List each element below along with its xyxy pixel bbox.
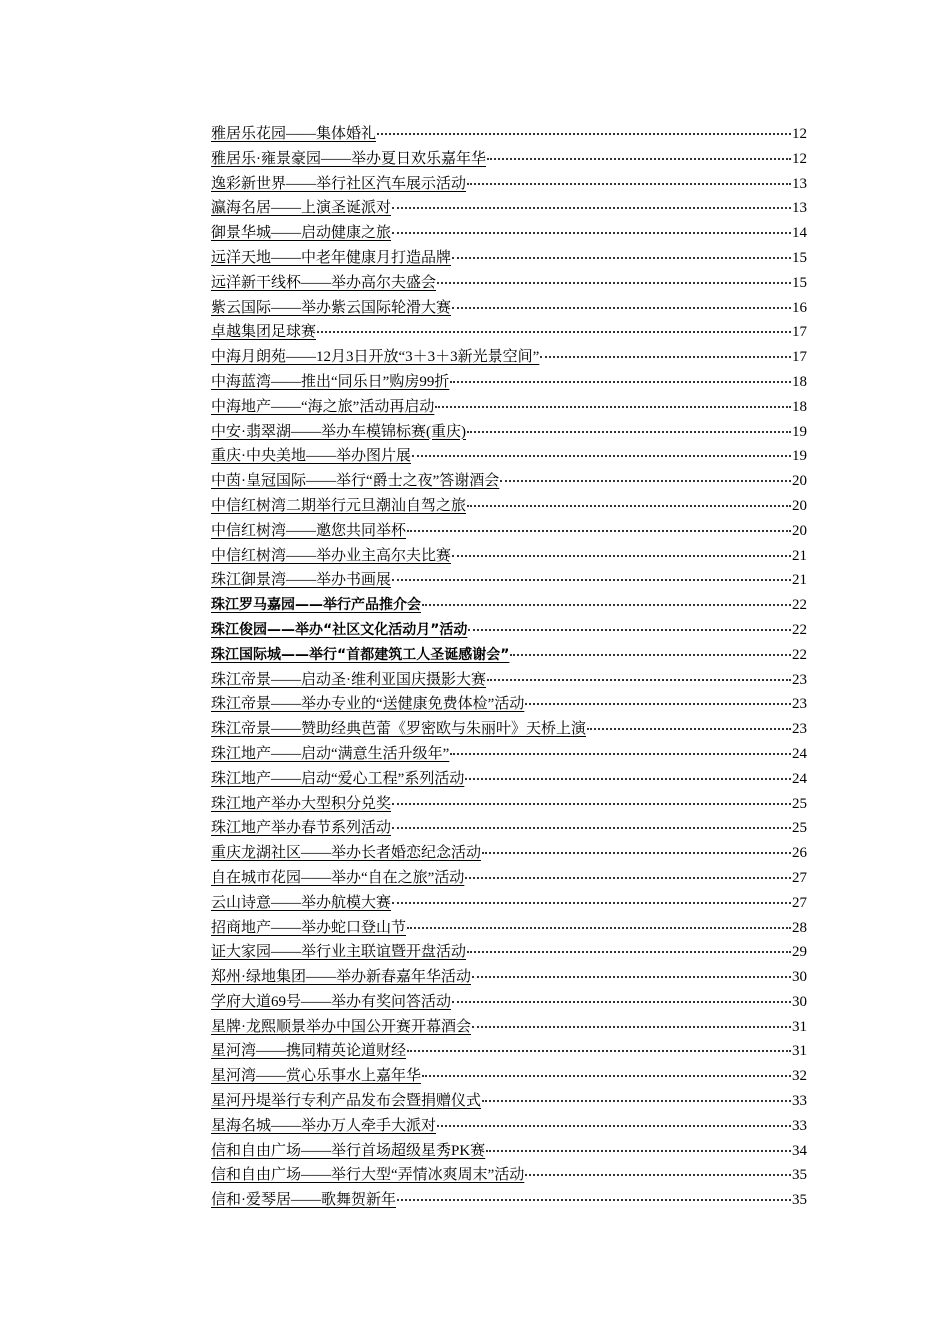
toc-entry-title[interactable]: 逸彩新世界——举行社区汽车展示活动 <box>211 175 467 192</box>
toc-entry-title[interactable]: 信和自由广场——举行首场超级星秀PK赛 <box>211 1142 486 1159</box>
toc-entry-page-number: 24 <box>792 770 807 787</box>
toc-entry-title[interactable]: 星海名城——举办万人牵手大派对 <box>211 1117 437 1134</box>
toc-entry-title[interactable]: 中安·翡翠湖——举办车模锦标赛(重庆) <box>211 423 466 440</box>
toc-dot-leader <box>482 841 791 854</box>
toc-entry-title[interactable]: 珠江帝景——赞助经典芭蕾《罗密欧与朱丽叶》天桥上演 <box>211 721 587 738</box>
toc-entry-page-number: 13 <box>792 200 807 217</box>
toc-entry-page-number: 25 <box>792 820 807 837</box>
toc-entry[interactable] <box>211 1139 807 1164</box>
toc-entry-title[interactable]: 珠江国际城——举行“首都建筑工人圣诞感谢会” <box>211 646 510 663</box>
toc-entry-page-number: 19 <box>792 423 807 440</box>
toc-entry[interactable] <box>211 296 807 321</box>
toc-entry-page-number: 33 <box>792 1117 807 1134</box>
toc-entry[interactable] <box>211 172 807 197</box>
toc-entry-page-number: 31 <box>792 1043 807 1060</box>
toc-dot-leader <box>407 916 791 929</box>
toc-dot-leader <box>452 990 791 1003</box>
toc-entry[interactable] <box>211 916 807 941</box>
toc-entry[interactable] <box>211 990 807 1015</box>
toc-entry-title[interactable]: 珠江地产——启动“满意生活升级年” <box>211 745 450 762</box>
toc-entry[interactable] <box>211 593 807 618</box>
toc-entry[interactable] <box>211 345 807 370</box>
toc-dot-leader <box>486 1139 791 1152</box>
toc-entry-page-number: 29 <box>792 944 807 961</box>
toc-entry-title[interactable]: 学府大道69号——举办有奖问答活动 <box>211 993 452 1010</box>
toc-entry[interactable] <box>211 792 807 817</box>
toc-entry[interactable] <box>211 494 807 519</box>
toc-dot-leader <box>392 792 791 805</box>
toc-entry-page-number: 27 <box>792 894 807 911</box>
toc-entry-page-number: 21 <box>792 547 807 564</box>
toc-entry-title[interactable]: 中海蓝湾——推出“同乐日”购房99折 <box>211 373 450 390</box>
toc-entry-title[interactable]: 远洋新干线杯——举办高尔夫盛会 <box>211 274 437 291</box>
toc-entry-page-number: 13 <box>792 175 807 192</box>
toc-entry[interactable] <box>211 246 807 271</box>
toc-dot-leader <box>422 1064 791 1077</box>
toc-entry-title[interactable]: 信和·爱琴居——歌舞贺新年 <box>211 1192 396 1209</box>
toc-entry[interactable] <box>211 147 807 172</box>
toc-entry-page-number: 28 <box>792 919 807 936</box>
toc-entry-title[interactable]: 珠江帝景——启动圣·维利亚国庆摄影大赛 <box>211 671 486 688</box>
toc-entry-title[interactable]: 招商地产——举办蛇口登山节 <box>211 919 407 936</box>
toc-entry[interactable] <box>211 940 807 965</box>
toc-entry[interactable] <box>211 370 807 395</box>
toc-entry[interactable] <box>211 122 807 147</box>
toc-dot-leader <box>510 643 791 656</box>
toc-entry-title[interactable]: 星河湾——携同精英论道财经 <box>211 1043 407 1060</box>
toc-dot-leader <box>392 816 791 829</box>
toc-entry-page-number: 32 <box>792 1068 807 1085</box>
toc-entry-title[interactable]: 证大家园——举行业主联谊暨开盘活动 <box>211 944 467 961</box>
toc-dot-leader <box>467 940 791 953</box>
toc-entry-title[interactable]: 紫云国际——举办紫云国际轮滑大赛 <box>211 299 452 316</box>
toc-entry-page-number: 24 <box>792 745 807 762</box>
toc-dot-leader <box>392 221 791 234</box>
toc-entry[interactable] <box>211 816 807 841</box>
toc-dot-leader <box>392 196 791 209</box>
toc-entry-title[interactable]: 珠江御景湾——举办书画展 <box>211 572 392 589</box>
toc-entry[interactable] <box>211 1064 807 1089</box>
toc-entry-title[interactable]: 星牌·龙熙顺景举办中国公开赛开幕酒会 <box>211 1018 471 1035</box>
toc-entry-page-number: 14 <box>792 225 807 242</box>
toc-entry[interactable] <box>211 668 807 693</box>
toc-entry-page-number: 22 <box>792 621 807 638</box>
toc-dot-leader <box>487 147 791 160</box>
toc-dot-leader <box>422 593 791 606</box>
toc-entry-title[interactable]: 雅居乐花园——集体婚礼 <box>211 126 377 142</box>
toc-entry[interactable] <box>211 221 807 246</box>
toc-entry[interactable] <box>211 544 807 569</box>
toc-entry-page-number: 18 <box>792 398 807 415</box>
toc-entry-page-number: 15 <box>792 249 807 266</box>
toc-dot-leader <box>377 122 791 135</box>
toc-entry[interactable] <box>211 717 807 742</box>
toc-entry[interactable] <box>211 742 807 767</box>
toc-entry-title[interactable]: 卓越集团足球赛 <box>211 324 317 341</box>
toc-entry-page-number: 34 <box>792 1142 807 1159</box>
toc-entry[interactable] <box>211 420 807 445</box>
toc-entry[interactable] <box>211 1089 807 1114</box>
toc-entry-page-number: 23 <box>792 696 807 713</box>
toc-entry[interactable] <box>211 395 807 420</box>
toc-dot-leader <box>450 742 791 755</box>
toc-entry[interactable] <box>211 1015 807 1040</box>
toc-dot-leader <box>472 965 791 978</box>
toc-entry-title[interactable]: 珠江俊园——举办“社区文化活动月”活动 <box>211 621 468 638</box>
toc-entry-page-number: 35 <box>792 1192 807 1209</box>
toc-entry-title[interactable]: 星河丹堤举行专利产品发布会暨捐赠仪式 <box>211 1093 482 1110</box>
toc-entry-title[interactable]: 御景华城——启动健康之旅 <box>211 225 392 242</box>
toc-entry-page-number: 12 <box>792 126 807 142</box>
toc-entry-page-number: 19 <box>792 448 807 465</box>
toc-entry-title[interactable]: 珠江地产举办春节系列活动 <box>211 820 392 837</box>
toc-entry[interactable] <box>211 519 807 544</box>
toc-entry-page-number: 22 <box>792 597 807 614</box>
toc-entry[interactable] <box>211 891 807 916</box>
toc-dot-leader <box>525 692 791 705</box>
toc-entry-title[interactable]: 珠江罗马嘉园——举行产品推介会 <box>211 597 421 614</box>
toc-entry[interactable] <box>211 568 807 593</box>
toc-entry[interactable] <box>211 1114 807 1139</box>
toc-dot-leader <box>452 544 791 557</box>
toc-dot-leader <box>465 866 791 879</box>
toc-dot-leader <box>472 1015 791 1028</box>
toc-entry-title[interactable]: 中海月朗苑——12月3日开放“3＋3＋3新光景空间” <box>211 349 540 366</box>
toc-dot-leader <box>452 246 791 259</box>
toc-dot-leader <box>452 296 791 309</box>
toc-dot-leader <box>397 1188 791 1201</box>
toc-entry-title[interactable]: 远洋天地——中老年健康月打造品牌 <box>211 249 452 266</box>
toc-entry[interactable] <box>211 320 807 345</box>
toc-entry-page-number: 33 <box>792 1093 807 1110</box>
toc-entry-page-number: 27 <box>792 869 807 886</box>
toc-dot-leader <box>407 1039 791 1052</box>
toc-entry-page-number: 21 <box>792 572 807 589</box>
toc-entry-title[interactable]: 信和自由广场——举行大型“弄情冰爽周末”活动 <box>211 1167 525 1184</box>
toc-entry-title[interactable]: 珠江帝景——举办专业的“送健康免费体检”活动 <box>211 696 525 713</box>
toc-entry[interactable] <box>211 196 807 221</box>
toc-entry-title[interactable]: 重庆龙湖社区——举办长者婚恋纪念活动 <box>211 845 482 862</box>
toc-dot-leader <box>467 494 791 507</box>
toc-entry-page-number: 35 <box>792 1167 807 1184</box>
toc-entry-page-number: 30 <box>792 993 807 1010</box>
toc-entry-page-number: 25 <box>792 795 807 812</box>
toc-entry[interactable] <box>211 841 807 866</box>
toc-entry-page-number: 23 <box>792 721 807 738</box>
toc-entry-title[interactable]: 郑州·绿地集团——举办新春嘉年华活动 <box>211 969 471 986</box>
toc-entry-title[interactable]: 中信红树湾二期举行元旦潮汕自驾之旅 <box>211 497 467 514</box>
toc-entry[interactable] <box>211 618 807 643</box>
toc-entry-title[interactable]: 雅居乐·雍景豪园——举办夏日欢乐嘉年华 <box>211 150 486 167</box>
toc-dot-leader <box>482 1089 791 1102</box>
toc-entry[interactable] <box>211 1039 807 1064</box>
toc-entry-page-number: 20 <box>792 522 807 539</box>
toc-entry-page-number: 30 <box>792 969 807 986</box>
toc-dot-leader <box>500 469 791 482</box>
toc-entry[interactable] <box>211 469 807 494</box>
table-of-contents <box>211 122 807 1213</box>
toc-entry-title[interactable]: 自在城市花园——举办“自在之旅”活动 <box>211 869 465 886</box>
toc-dot-leader <box>450 370 791 383</box>
toc-entry-title[interactable]: 重庆·中央美地——举办图片展 <box>211 448 411 465</box>
toc-entry[interactable] <box>211 965 807 990</box>
toc-entry-page-number: 20 <box>792 473 807 490</box>
toc-entry-page-number: 12 <box>792 150 807 167</box>
toc-entry-page-number: 26 <box>792 845 807 862</box>
toc-dot-leader <box>392 891 791 904</box>
toc-dot-leader <box>540 345 791 358</box>
toc-entry-page-number: 16 <box>792 299 807 316</box>
toc-dot-leader <box>487 668 791 681</box>
toc-entry-title[interactable]: 云山诗意——举办航模大赛 <box>211 894 392 911</box>
toc-entry-page-number: 20 <box>792 497 807 514</box>
toc-entry[interactable] <box>211 271 807 296</box>
toc-dot-leader <box>587 717 791 730</box>
toc-entry-title[interactable]: 瀛海名居——上演圣诞派对 <box>211 200 392 217</box>
toc-entry-page-number: 17 <box>792 324 807 341</box>
toc-entry[interactable] <box>211 866 807 891</box>
toc-entry[interactable] <box>211 767 807 792</box>
toc-entry-page-number: 22 <box>792 646 807 663</box>
toc-entry-title[interactable]: 中信红树湾——邀您共同举杯 <box>211 522 407 539</box>
toc-entry-title[interactable]: 中海地产——“海之旅”活动再启动 <box>211 398 435 415</box>
toc-entry-title[interactable]: 珠江地产举办大型积分兑奖 <box>211 795 392 812</box>
toc-dot-leader <box>435 395 791 408</box>
toc-entry-page-number: 18 <box>792 373 807 390</box>
toc-entry-page-number: 23 <box>792 671 807 688</box>
toc-dot-leader <box>525 1163 791 1176</box>
toc-entry-page-number: 17 <box>792 349 807 366</box>
toc-entry[interactable] <box>211 1163 807 1188</box>
toc-entry[interactable] <box>211 692 807 717</box>
toc-entry-title[interactable]: 珠江地产——启动“爱心工程”系列活动 <box>211 770 465 787</box>
toc-entry[interactable] <box>211 643 807 668</box>
toc-dot-leader <box>437 1114 791 1127</box>
toc-dot-leader <box>437 271 791 284</box>
toc-entry-page-number: 15 <box>792 274 807 291</box>
toc-dot-leader <box>392 568 791 581</box>
toc-entry-title[interactable]: 中信红树湾——举办业主高尔夫比赛 <box>211 547 452 564</box>
toc-entry[interactable] <box>211 1188 807 1213</box>
toc-dot-leader <box>317 320 791 333</box>
toc-dot-leader <box>465 767 791 780</box>
toc-entry-title[interactable]: 星河湾——赏心乐事水上嘉年华 <box>211 1068 422 1085</box>
toc-dot-leader <box>407 519 791 532</box>
toc-dot-leader <box>468 618 791 631</box>
toc-entry-page-number: 31 <box>792 1018 807 1035</box>
toc-entry[interactable] <box>211 444 807 469</box>
toc-dot-leader <box>412 444 791 457</box>
toc-dot-leader <box>467 172 791 185</box>
toc-entry-title[interactable]: 中茵·皇冠国际——举行“爵士之夜”答谢酒会 <box>211 473 500 490</box>
toc-dot-leader <box>467 420 791 433</box>
